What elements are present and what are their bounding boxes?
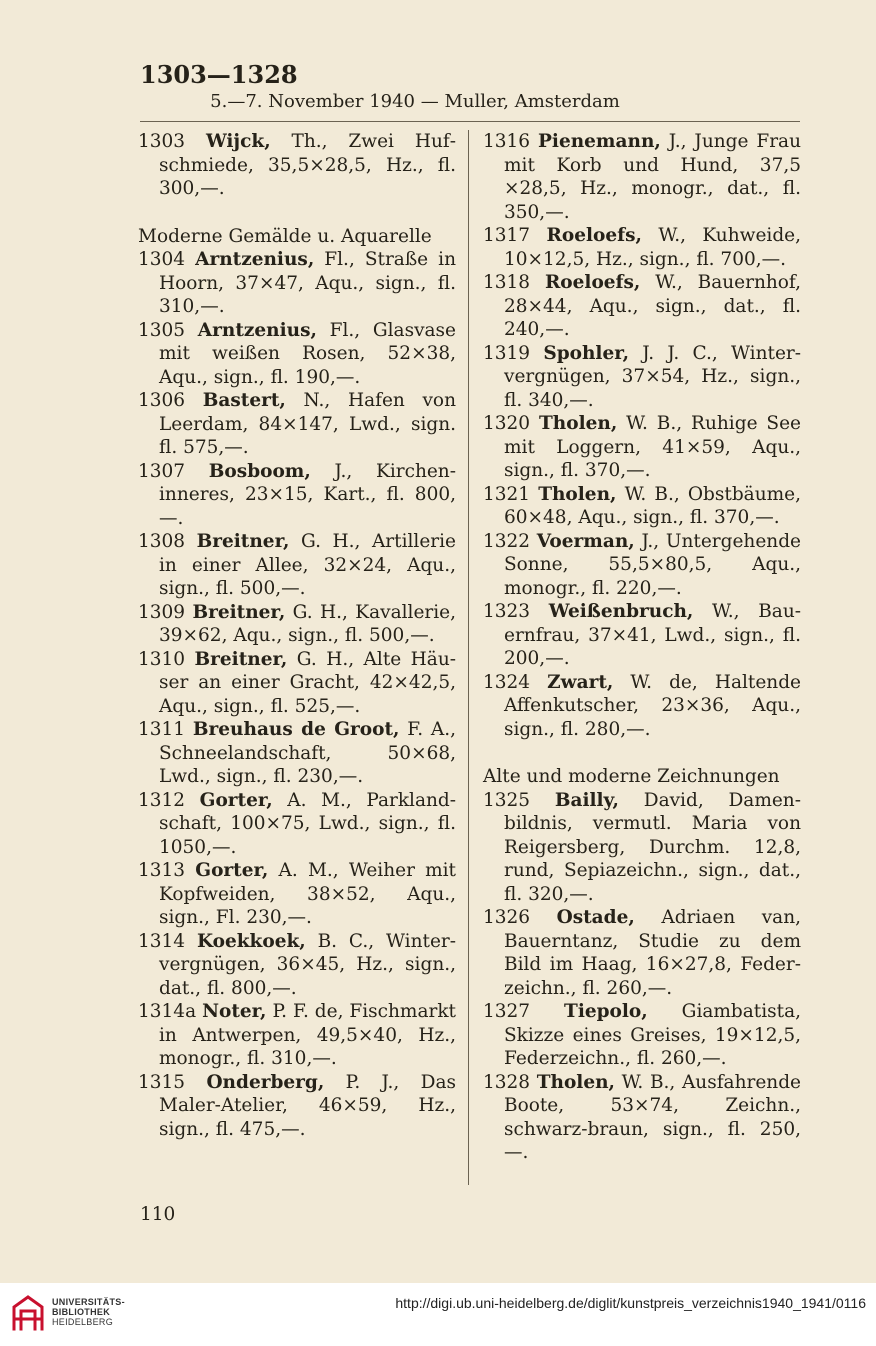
artist-name: Breuhaus de Groot,: [192, 719, 400, 740]
lot-number: 1308: [138, 531, 197, 552]
lot-number: 1314a: [138, 1001, 203, 1022]
catalog-entry: [483, 530, 801, 601]
artist-name: Arntzenius,: [197, 319, 317, 341]
lot-description: J., Kircheninneres, 23×15, Kart., fl. 800,—.: [159, 460, 456, 529]
lot-number: 1317: [483, 225, 547, 246]
lot-number: 1315: [138, 1071, 207, 1093]
column-divider: [468, 130, 469, 1185]
lot-description: Giambatista, Skizze eines Greises, 19×12,5, Federzeichn., fl. 260,—.: [504, 1001, 801, 1069]
artist-name: Weißenbruch,: [548, 601, 694, 622]
lot-description: P. J., Das Maler-Atelier, 46×59, Hz., sign., fl. 475,—.: [159, 1071, 456, 1140]
lot-description: Adriaen van, Bauerntanz, Studie zu dem Bild im Haag, 16×27,8, Federzeichn., fl. 260,—.: [504, 907, 801, 999]
lot-description: Fl., Straße in Hoorn, 37×47, Aqu., sign., fl. 310,—.: [159, 249, 456, 317]
catalog-entry: [483, 271, 801, 342]
lot-description: W., Bauernfrau, 37×41, Lwd., sign., fl. 200,—.: [504, 601, 802, 669]
catalog-entry: [138, 248, 456, 319]
catalog-entry: [483, 412, 801, 483]
left-column: [138, 130, 456, 1141]
lot-description: W. B., Ausfahrende Boote, 53×74, Zeichn., schwarz-braun, sign., fl. 250,—.: [504, 1071, 801, 1163]
page-number: 110: [140, 1204, 176, 1225]
artist-name: Gorter,: [195, 860, 269, 881]
catalog-entry: [483, 1071, 801, 1165]
sale-date-line: 5.—7. November 1940 — Muller, Amsterdam: [210, 91, 620, 112]
lot-number: 1318: [483, 272, 545, 293]
artist-name: Spohler,: [543, 342, 630, 364]
artist-name: Voerman,: [536, 530, 635, 552]
lot-number: 1307: [138, 460, 209, 482]
artist-name: Roeloefs,: [546, 225, 642, 246]
catalog-entry: [138, 460, 456, 531]
source-url-link[interactable]: http://digi.ub.uni-heidelberg.de/diglit/kunstpreis_verzeichnis1940_1941/0116: [395, 1295, 866, 1311]
catalog-entry: [138, 789, 456, 860]
catalog-entry: [138, 389, 456, 460]
lot-description: W. B., Ruhige See mit Loggern, 41×59, Aqu., sign., fl. 370,—.: [504, 413, 802, 481]
right-entries-a: [483, 130, 801, 741]
lot-description: W., Kuhweide, 10×12,5, Hz., sign., fl. 700,—.: [504, 225, 802, 270]
lot-number: 1304: [138, 249, 196, 270]
artist-name: Zwart,: [547, 671, 614, 693]
lot-number: 1323: [483, 601, 549, 622]
catalog-entry: [483, 1000, 801, 1071]
lot-number: 1327: [483, 1001, 565, 1022]
lot-number: 1326: [483, 907, 557, 928]
lot-description: N., Hafen von Leerdam, 84×147, Lwd., sign. fl. 575,—.: [159, 390, 456, 458]
artist-name: Arntzenius,: [195, 249, 315, 270]
lot-description: A. M., Weiher mit Kopfweiden, 38×52, Aqu., sign., Fl. 230,—.: [159, 860, 456, 928]
artist-name: Onderberg,: [206, 1071, 325, 1093]
artist-name: Tholen,: [536, 1071, 615, 1093]
lot-number: 1320: [483, 413, 540, 434]
lot-description: J. J. C., Wintervergnügen, 37×54, Hz., sign., fl. 340,—.: [504, 342, 802, 411]
catalog-entry: [138, 930, 456, 1001]
catalog-entry: [138, 601, 456, 648]
lot-description: B. C., Wintervergnügen, 36×45, Hz., sign., dat., fl. 800,—.: [159, 930, 457, 999]
right-entries-b: [483, 789, 801, 1165]
lot-number: 1316: [483, 131, 538, 152]
left-entries-a: [138, 130, 456, 201]
artist-name: Tholen,: [539, 413, 618, 434]
lot-description: F. A., Schneelandschaft, 50×68, Lwd., sign., fl. 230,—.: [159, 719, 456, 787]
lot-description: J., Junge Frau mit Korb und Hund, 37,5 ×28,5, Hz., monogr., dat., fl. 350,—.: [504, 131, 801, 223]
catalog-entry: [138, 859, 456, 930]
lot-description: David, Damenbildnis, vermutl. Maria von Reigersberg, Durchm. 12,8, rund, Sepiazeichn., sign., dat., fl. 320,—.: [504, 789, 801, 905]
section-heading-modern-paintings: Moderne Gemälde u. Aquarelle: [138, 225, 432, 247]
lot-description: G. H., Alte Häuser an einer Gracht, 42×42,5, Aqu., sign., fl. 525,—.: [159, 648, 456, 717]
lot-number: 1309: [138, 601, 193, 623]
library-name-line: HEIDELBERG: [52, 1317, 114, 1327]
lot-description: J., Untergehende Sonne, 55,5×80,5, Aqu., monogr., fl. 220,—.: [504, 530, 801, 599]
heidelberg-library-logo-icon: [10, 1293, 46, 1333]
lot-number: 1312: [138, 789, 200, 811]
digitization-footer: [0, 1283, 876, 1346]
catalog-entry: [483, 342, 801, 413]
artist-name: Bailly,: [554, 789, 619, 811]
catalog-entry: [138, 718, 456, 789]
artist-name: Ostade,: [556, 907, 635, 928]
artist-name: Breitner,: [196, 531, 290, 552]
artist-name: Koekkoek,: [196, 930, 306, 952]
catalog-entry: [483, 906, 801, 1000]
catalog-entry: [483, 671, 801, 742]
lot-number: 1321: [483, 483, 539, 505]
catalog-entry: [483, 483, 801, 530]
lot-description: W. B., Obstbäume, 60×48, Aqu., sign., fl. 370,—.: [504, 483, 801, 528]
artist-name: Roeloefs,: [544, 272, 641, 293]
catalog-entry: [483, 130, 801, 224]
lot-number: 1313: [138, 860, 196, 881]
lot-number: 1310: [138, 648, 195, 670]
lot-number: 1328: [483, 1071, 537, 1093]
catalog-entry: [483, 600, 801, 671]
artist-name: Gorter,: [199, 789, 273, 811]
lot-description: Th., Zwei Hufschmiede, 35,5×28,5, Hz., fl. 300,—.: [159, 131, 456, 199]
artist-name: Bosboom,: [208, 460, 311, 482]
left-entries-b: [138, 248, 456, 1141]
library-name-line: UNIVERSITÄTS-: [52, 1297, 125, 1307]
artist-name: Bastert,: [202, 390, 286, 411]
lot-number: 1306: [138, 390, 203, 411]
right-column: [483, 130, 801, 1165]
catalog-entry: [483, 789, 801, 907]
lot-number: 1311: [138, 719, 193, 740]
lot-description: G. H., Kavallerie, 39×62, Aqu., sign., fl. 500,—.: [159, 601, 456, 646]
artist-name: Tiepolo,: [564, 1001, 648, 1022]
catalog-entry: [483, 224, 801, 271]
lot-description: W., Bauernhof, 28×44, Aqu., sign., dat., fl. 240,—.: [504, 272, 801, 340]
catalog-entry: [138, 130, 456, 201]
library-name: [52, 1297, 125, 1327]
lot-number: 1303: [138, 131, 206, 152]
artist-name: Tholen,: [538, 483, 617, 505]
library-name-line: BIBLIOTHEK: [52, 1307, 110, 1317]
header-rule: [140, 121, 800, 122]
artist-name: Breitner,: [192, 601, 286, 623]
artist-name: Wijck,: [205, 131, 271, 152]
lot-description: G. H., Artillerie in einer Allee, 32×24, Aqu., sign., fl. 500,—.: [159, 531, 456, 599]
catalog-entry: [138, 319, 456, 390]
catalog-entry: [138, 1000, 456, 1071]
catalog-entry: [138, 1071, 456, 1142]
lot-description: Fl., Glasvase mit weißen Rosen, 52×38, Aqu., sign., fl. 190,—.: [159, 319, 456, 388]
artist-name: Breitner,: [194, 648, 288, 670]
lot-description: P. F. de, Fischmarkt in Antwerpen, 49,5×40, Hz., monogr., fl. 310,—.: [159, 1001, 456, 1069]
catalog-entry: [138, 530, 456, 601]
lot-number: 1305: [138, 319, 198, 341]
artist-name: Pienemann,: [538, 131, 661, 152]
lot-number: 1324: [483, 671, 548, 693]
artist-name: Noter,: [202, 1001, 267, 1022]
lot-description: A. M., Parklandschaft, 100×75, Lwd., sign., fl. 1050,—.: [159, 789, 456, 858]
lot-number: 1319: [483, 342, 544, 364]
lot-number: 1314: [138, 930, 197, 952]
lot-range-title: 1303—1328: [140, 60, 298, 89]
lot-description: W. de, Haltende Affenkutscher, 23×36, Aqu., sign., fl. 280,—.: [504, 671, 801, 740]
section-heading-drawings: Alte und moderne Zeichnungen: [483, 766, 780, 787]
lot-number: 1325: [483, 789, 555, 811]
catalog-entry: [138, 648, 456, 719]
lot-number: 1322: [483, 530, 537, 552]
